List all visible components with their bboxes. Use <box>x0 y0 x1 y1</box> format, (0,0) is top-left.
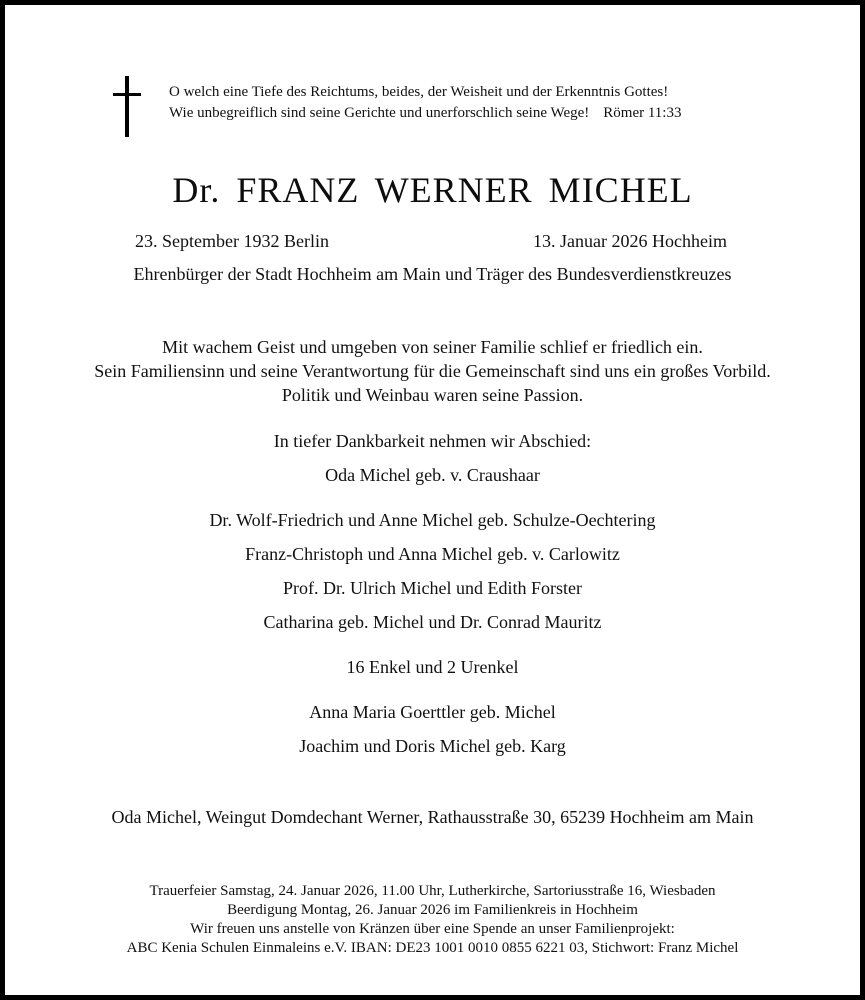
honors-line: Ehrenbürger der Stadt Hochheim am Main und Träger des Bundesverdienstkreuzes <box>133 264 732 284</box>
verse-line-1: O welch eine Tiefe des Reichtums, beides, der Weisheit und der Erkenntnis Gottes! <box>169 84 669 100</box>
cross-horizontal-bar <box>113 93 141 96</box>
tribute-line-1: Mit wachem Geist und umgeben von seiner Familie schlief er friedlich ein. <box>162 337 703 357</box>
verse-line-2 <box>169 103 789 124</box>
mourner-child-1: Dr. Wolf-Friedrich und Anne Michel geb. Schulze-Oechtering <box>209 510 656 530</box>
tribute-line-3: Politik und Weinbau waren seine Passion. <box>281 385 584 405</box>
grandchildren-line: 16 Enkel und 2 Urenkel <box>346 657 519 677</box>
funeral-service-line: Trauerfeier Samstag, 24. Januar 2026, 11.00 Uhr, Lutherkirche, Sartoriusstraße 16, Wiesbaden <box>149 883 716 899</box>
death-date: 13. Januar 2026 Hochheim <box>533 231 727 251</box>
mourners-intro: In tiefer Dankbarkeit nehmen wir Abschied: <box>273 431 592 451</box>
verse-reference: Römer 11:33 <box>603 105 682 121</box>
mourner-child-2: Franz-Christoph und Anna Michel geb. v. Carlowitz <box>245 544 620 564</box>
deceased-name: Dr. FRANZ WERNER MICHEL <box>172 170 693 210</box>
service-details <box>5 882 860 958</box>
cross-vertical-bar <box>125 76 129 137</box>
verse-line-2-text: Wie unbegreiflich sind seine Gerichte und unerforschlich seine Wege! <box>169 105 590 121</box>
mourner-child-3: Prof. Dr. Ulrich Michel und Edith Forster <box>283 578 582 598</box>
bible-verse <box>169 82 789 124</box>
mourner-sibling-1: Anna Maria Goerttler geb. Michel <box>309 702 556 722</box>
cross-icon <box>113 76 141 137</box>
burial-line: Beerdigung Montag, 26. Januar 2026 im Familienkreis in Hochheim <box>227 902 638 918</box>
mourner-sibling-2: Joachim und Doris Michel geb. Karg <box>299 736 566 756</box>
mourner-child-4: Catharina geb. Michel und Dr. Conrad Mauritz <box>263 612 602 632</box>
donation-account-line: ABC Kenia Schulen Einmaleins e.V. IBAN: DE23 1001 0010 0855 6221 03, Stichwort: Franz Michel <box>126 940 739 956</box>
birth-date: 23. September 1932 Berlin <box>135 231 329 251</box>
contact-address: Oda Michel, Weingut Domdechant Werner, Rathausstraße 30, 65239 Hochheim am Main <box>111 807 754 827</box>
mourner-spouse: Oda Michel geb. v. Craushaar <box>325 465 540 485</box>
tribute-line-2: Sein Familiensinn und seine Verantwortung für die Gemeinschaft sind uns ein großes Vorbild. <box>94 361 771 381</box>
donation-request-line: Wir freuen uns anstelle von Kränzen über eine Spende an unser Familienprojekt: <box>190 921 675 937</box>
tribute-text <box>5 335 860 407</box>
